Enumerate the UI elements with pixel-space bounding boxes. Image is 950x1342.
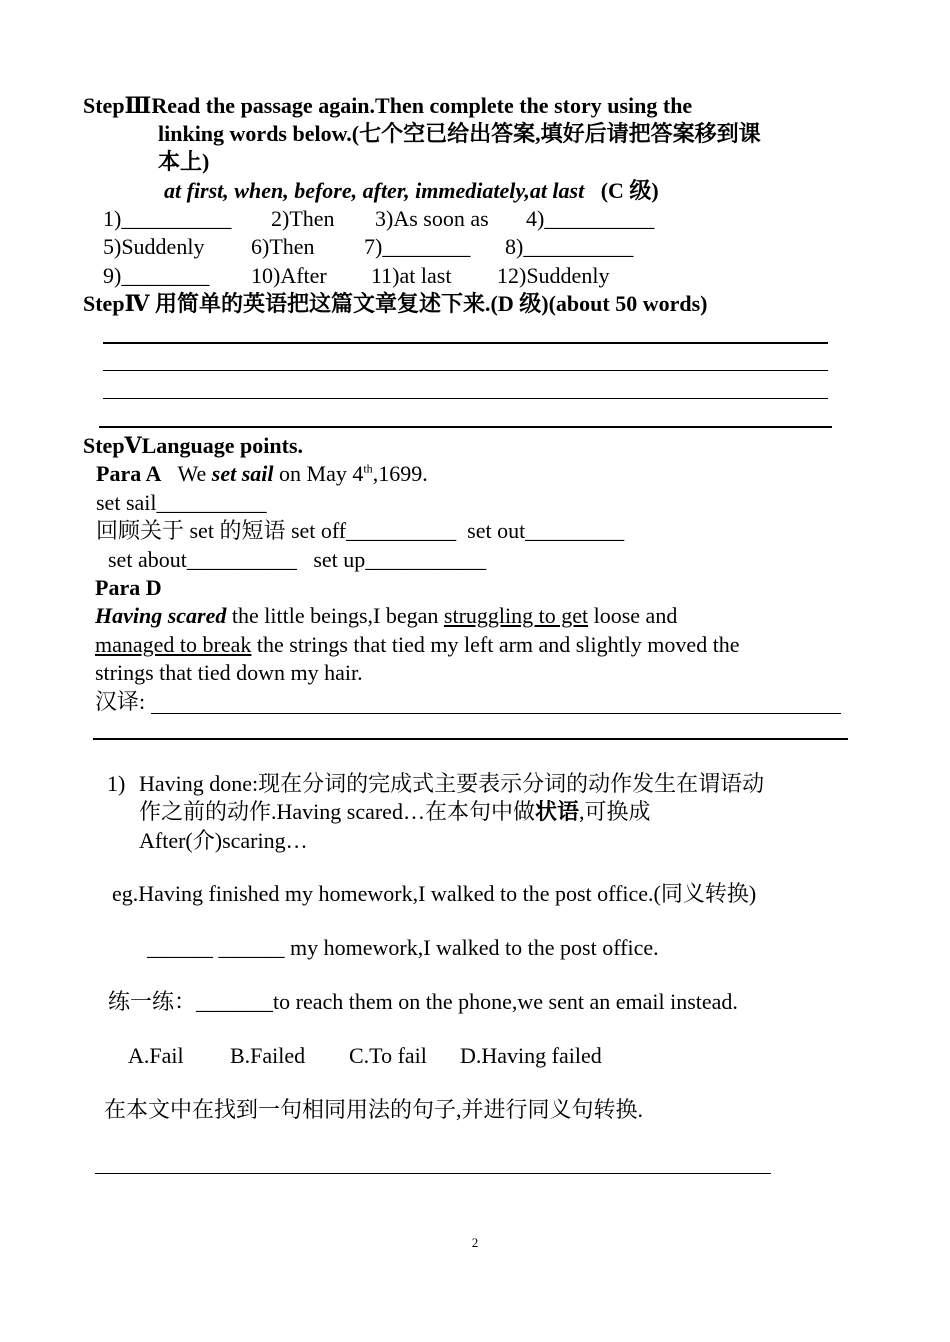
eg-line: eg.Having finished my homework,I walked to the post office.(同义转换) [112,881,757,906]
step4-heading: StepⅣ 用简单的英语把这篇文章复述下来.(D 级)(about 50 words) [83,291,708,316]
para-d-underline2: managed to break [95,632,252,657]
note-line2c: ,可换成 [578,799,651,824]
para-d-line3: strings that tied down my hair. [95,660,363,685]
para-d-line1 [95,602,677,630]
para-a-rest: on May 4 [279,461,364,486]
review-line: 回顾关于 set 的短语 set off__________ set out_________ [96,518,625,543]
para-a-label: Para A [96,461,162,486]
step3-answer-5: 5)Suddenly [103,234,205,259]
step3-word-list-line [164,177,659,205]
translate-line-2[interactable] [93,738,848,740]
note-line1: Having done:现在分词的完成式主要表示分词的动作发生在谓语动 [139,771,765,796]
step3-word-list: at first, when, before, after, immediately,at last [164,178,585,203]
writing-line-2[interactable] [103,370,828,371]
note-line3: After(介)scaring… [139,828,308,853]
para-a-phrase: set sail [211,461,274,486]
step5-heading: StepⅤLanguage points. [83,433,304,458]
step3-level: (C 级) [600,178,659,203]
step3-answer-6: 6)Then [251,234,315,259]
para-a-sup: th [363,461,373,476]
writing-line-4[interactable] [99,426,832,428]
step3-answer-10: 10)After [251,263,327,288]
para-d-underline1: struggling to get [443,603,589,628]
para-d-label: Para D [95,575,162,600]
note-line2 [139,798,650,826]
option-c[interactable]: C.To fail [349,1043,427,1068]
translate-label: 汉译: [95,689,146,714]
step3-heading-line2: linking words below.(七个空已给出答案,填好后请把答案移到课 [158,121,761,146]
para-a-sentence [96,460,428,488]
step3-answer-9: 9)________ [103,263,210,288]
option-a[interactable]: A.Fail [128,1043,184,1068]
step3-answer-3: 3)As soon as [375,206,489,231]
step3-heading-line1: StepⅢRead the passage again.Then complete the story using the [83,93,693,118]
answer-line[interactable] [95,1173,771,1174]
note-line2a: 作之前的动作.Having scared…在本句中做 [139,799,535,824]
para-d-text1: the little beings,I began [226,603,444,628]
set-sail-line: set sail__________ [96,490,267,515]
note-line2b: 状语 [534,799,579,824]
step3-heading-line3: 本上) [158,149,210,174]
eg-blank-line: ______ ______ my homework,I walked to the post office. [147,935,659,960]
practice-line: 练一练：_______to reach them on the phone,we sent an email instead. [108,989,738,1014]
para-a-year: ,1699. [372,461,428,486]
para-d-text3: the strings that tied my left arm and slightly moved the [251,632,740,657]
set-about-line: set about__________ set up___________ [108,547,487,572]
translate-line-1[interactable] [151,713,841,714]
para-d-phrase: Having scared [95,603,227,628]
para-d-line2 [95,631,740,659]
step3-answer-1: 1)__________ [103,206,232,231]
writing-line-3[interactable] [103,398,828,399]
option-b[interactable]: B.Failed [230,1043,306,1068]
writing-line-1[interactable] [103,342,828,344]
step3-answer-8: 8)__________ [505,234,634,259]
note-number: 1) [107,771,126,796]
step3-answer-2: 2)Then [271,206,335,231]
step3-answer-12: 12)Suddenly [497,263,610,288]
option-d[interactable]: D.Having failed [460,1043,602,1068]
step3-answer-7: 7)________ [364,234,471,259]
step3-answer-4: 4)__________ [526,206,655,231]
para-d-text2: loose and [588,603,678,628]
step3-answer-11: 11)at last [371,263,452,288]
find-line: 在本文中在找到一句相同用法的句子,并进行同义句转换. [104,1097,644,1122]
para-a-we: We [177,461,207,486]
page-number: 2 [471,1235,479,1250]
